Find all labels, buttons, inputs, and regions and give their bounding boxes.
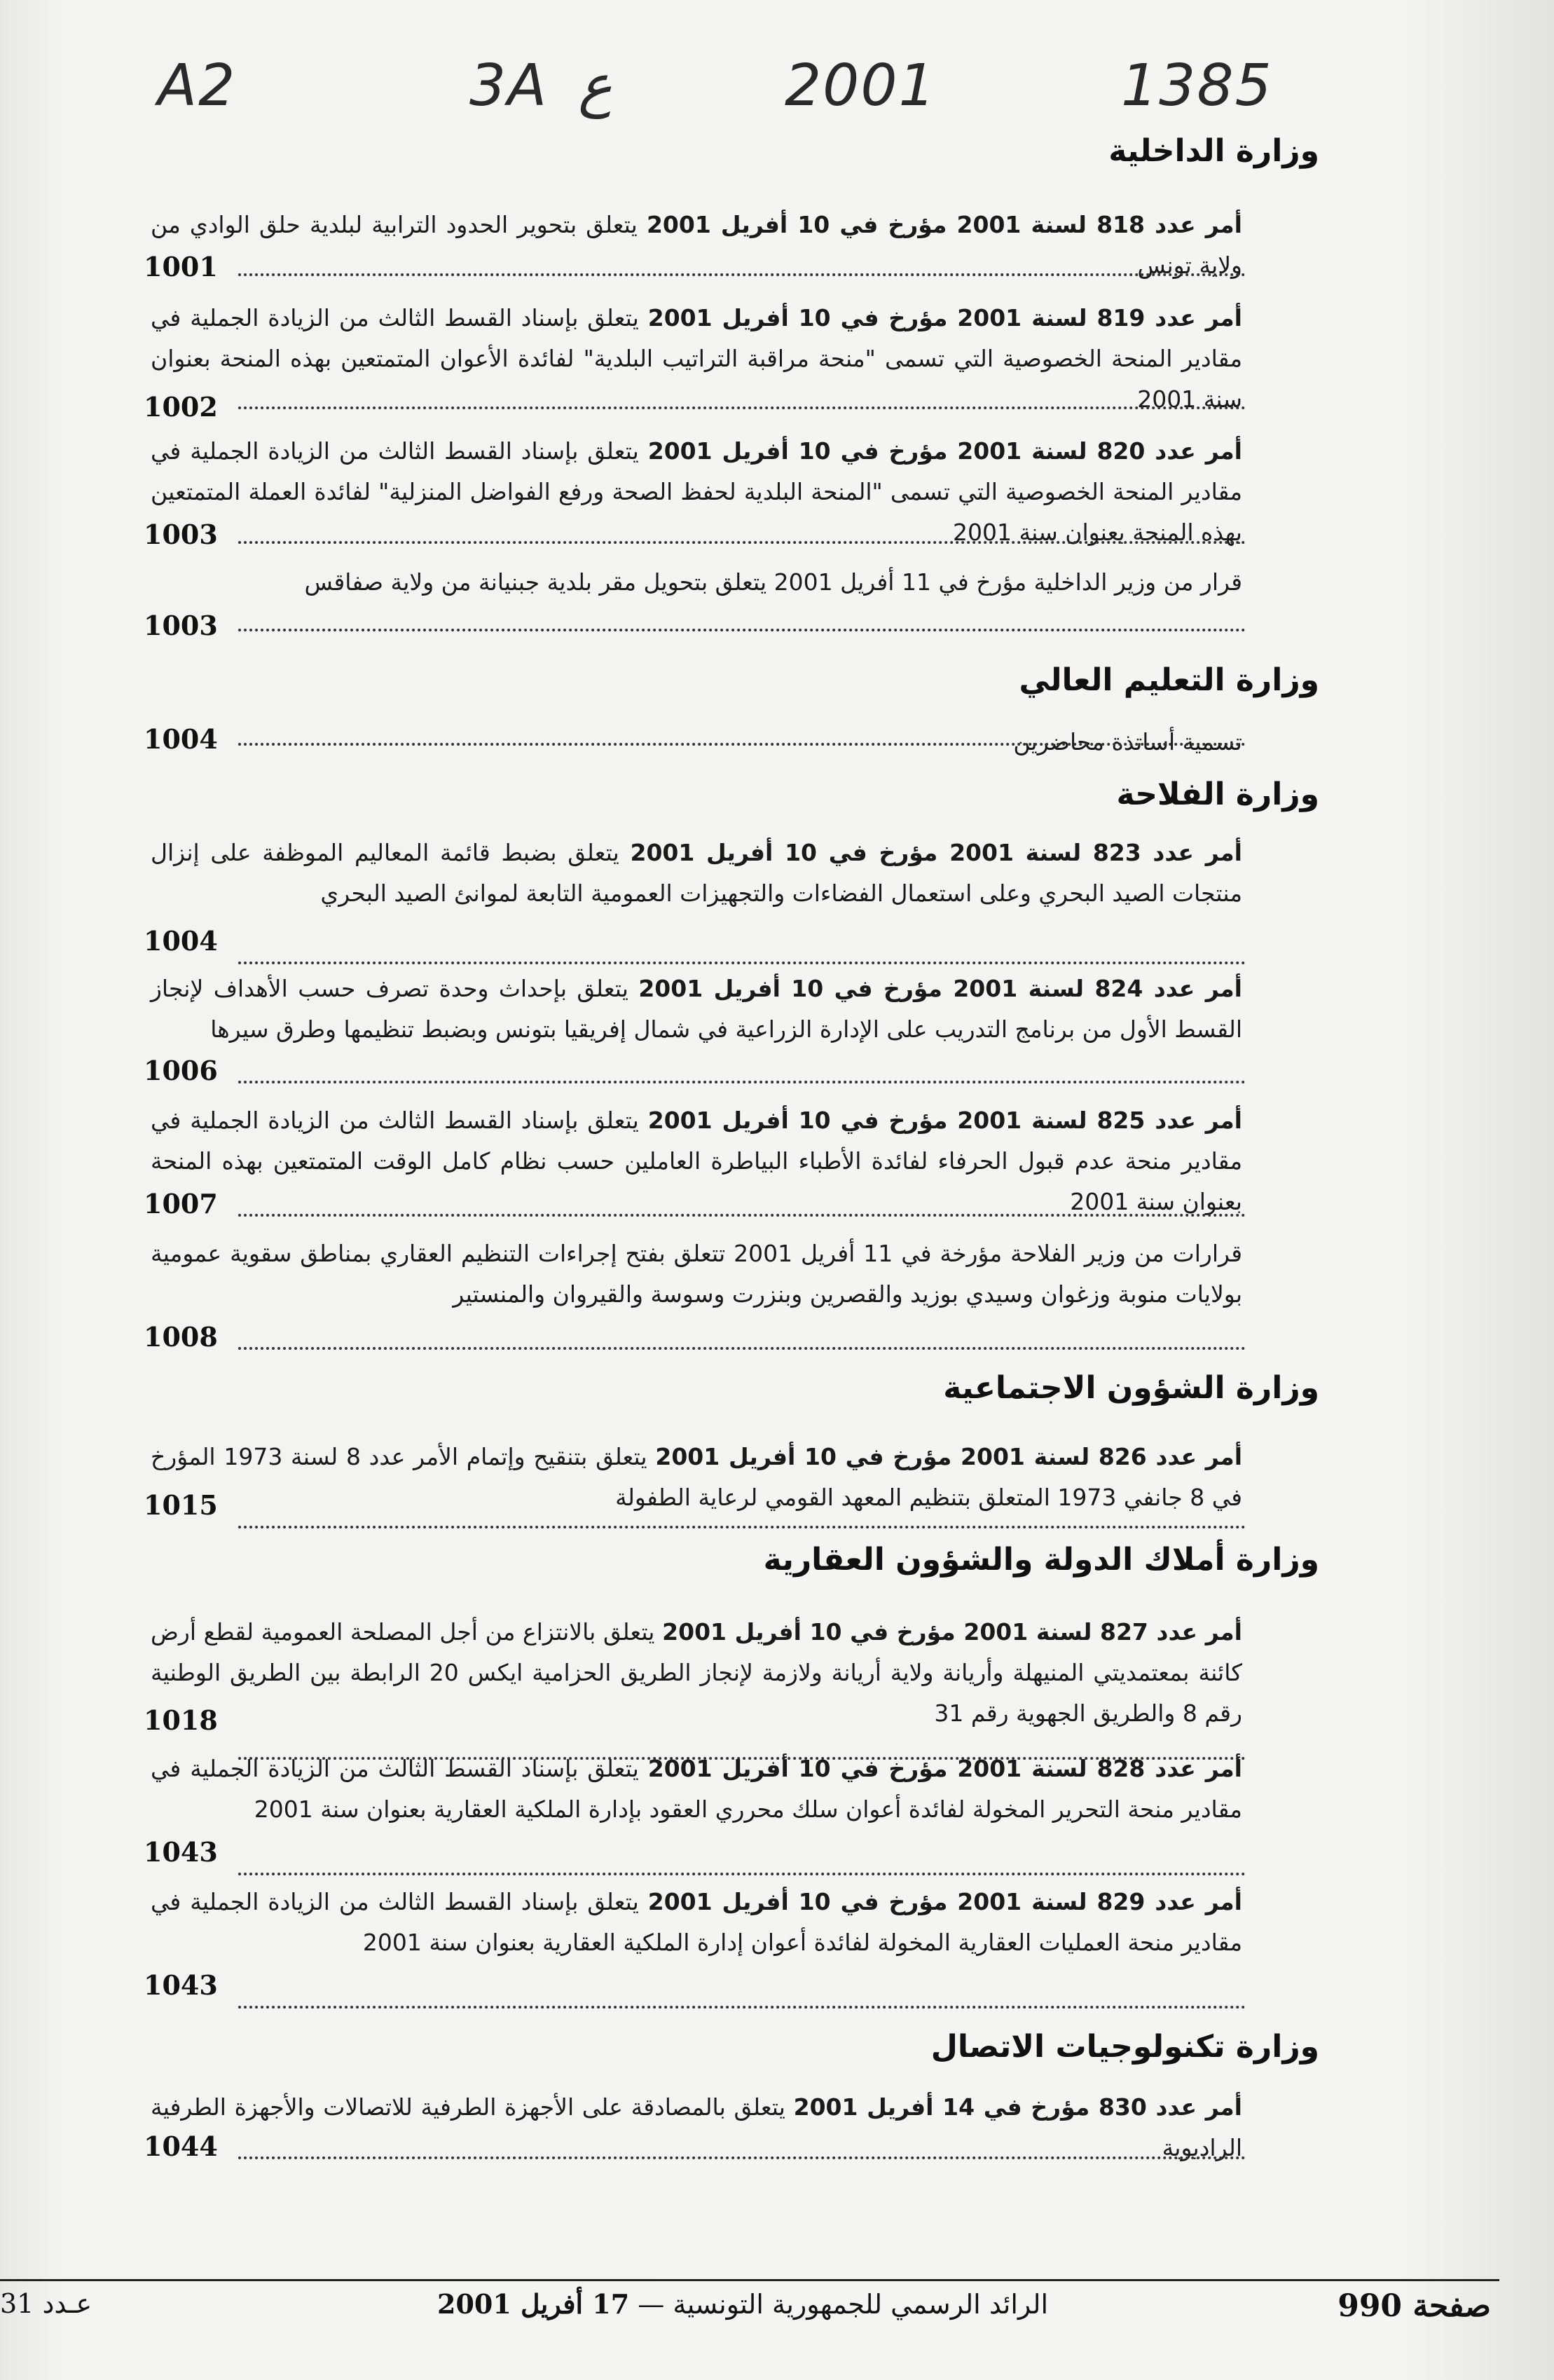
entry-text: قرارات من وزير الفلاحة مؤرخة في 11 أفريل 2001 تتعلق بفتح إجراءات التنظيم العقاري بمناطق سقوية عمومية بولايات منوبة وزغوان وسيدي بوزيد والقصرين وبنزرت وسوسة والقيروان والمنستير — [151, 1240, 1242, 1308]
leader-dots — [238, 540, 1246, 544]
handwritten-note: 1385 — [1121, 53, 1273, 119]
leader-dots — [238, 960, 1246, 964]
toc-entry — [151, 1612, 1242, 1734]
footer-journal-title — [427, 2288, 1058, 2320]
entry-lead: أمر عدد 823 لسنة 2001 مؤرخ في 10 أفريل 2001 — [630, 839, 1242, 866]
entry-lead: أمر عدد 818 لسنة 2001 مؤرخ في 10 أفريل 2001 — [646, 211, 1242, 238]
page-number: 1008 — [144, 1321, 218, 1353]
toc-entry — [151, 833, 1242, 914]
leader-dots — [238, 1871, 1246, 1875]
entry-text: يتعلق بإسناد القسط الثالث من الزيادة الجملية في مقادير منحة العمليات العقارية المخولة لفائدة أعوان إدارة الملكية العقارية بعنوان سنة 2001 — [151, 1888, 1242, 1956]
page-number: 1002 — [144, 391, 218, 423]
footer-issue-label: عـدد 31 — [0, 2288, 92, 2319]
leader-dots — [238, 2155, 1246, 2159]
entry-text: قرار من وزير الداخلية مؤرخ في 11 أفريل 2001 يتعلق بتحويل مقر بلدية جبنيانة من ولاية صفاقس — [304, 568, 1242, 596]
toc-entry — [151, 1100, 1242, 1222]
entry-text: يتعلق بتحوير الحدود الترابية لبلدية حلق الوادي من ولاية تونس — [151, 211, 1242, 279]
page-number: 1004 — [144, 925, 218, 957]
entry-text: تسمية أساتذة محاضرين — [1013, 728, 1242, 755]
toc-entry — [151, 969, 1242, 1050]
page-number: 1001 — [144, 251, 218, 282]
toc-entry — [151, 1437, 1242, 1518]
entry-lead: أمر عدد 827 لسنة 2001 مؤرخ في 10 أفريل 2001 — [662, 1618, 1242, 1646]
page-number: 1043 — [144, 1836, 218, 1868]
page-number: 1018 — [144, 1704, 218, 1736]
leader-dots — [238, 627, 1246, 631]
page-number: 1004 — [144, 723, 218, 755]
toc-entry — [151, 431, 1242, 553]
entry-lead: أمر عدد 826 لسنة 2001 مؤرخ في 10 أفريل 2001 — [655, 1443, 1243, 1470]
toc-entry — [151, 1882, 1242, 1963]
footer-journal: الرائد الرسمي للجمهورية التونسية — — [638, 2289, 1048, 2320]
page-number: 1043 — [144, 1969, 218, 2001]
handwritten-note: ع — [578, 53, 612, 119]
entry-lead: أمر عدد 819 لسنة 2001 مؤرخ في 10 أفريل 2001 — [647, 304, 1242, 331]
section-title-social-affairs: وزارة الشؤون الاجتماعية — [943, 1370, 1319, 1406]
entry-text: يتعلق بتنقيح وإتمام الأمر عدد 8 لسنة 1973 المؤرخ في 8 جانفي 1973 المتعلق بتنظيم المعهد القومي لرعاية الطفولة — [151, 1443, 1242, 1511]
leader-dots — [238, 405, 1246, 409]
entry-text: يتعلق بإسناد القسط الثالث من الزيادة الجملية في مقادير المنحة الخصوصية التي تسمى "المنحة البلدية لحفظ الصحة ورفع الفواضل المنزلية" لفائدة العملة المتمتعين بهذه المنحة بعنوان سنة 2001 — [151, 437, 1242, 546]
section-title-agriculture: وزارة الفلاحة — [1116, 777, 1319, 812]
section-title-interior: وزارة الداخلية — [1108, 133, 1319, 169]
entry-lead: أمر عدد 829 لسنة 2001 مؤرخ في 10 أفريل 2001 — [647, 1888, 1242, 1915]
section-title-communication-technologies: وزارة تكنولوجيات الاتصال — [930, 2029, 1319, 2065]
footer-page-label: صفحة 990 — [1338, 2288, 1491, 2324]
footer-rule — [0, 2279, 1499, 2281]
leader-dots — [238, 2004, 1246, 2009]
page-number: 1007 — [144, 1188, 218, 1219]
toc-entry — [151, 562, 1242, 603]
page-number: 1015 — [144, 1489, 218, 1521]
entry-text: يتعلق بإسناد القسط الثالث من الزيادة الجملية في مقادير منحة التحرير المخولة لفائدة أعوان سلك محرري العقود بإدارة الملكية العقارية بعنوان سنة 2001 — [151, 1755, 1242, 1823]
entry-text: يتعلق بالانتزاع من أجل المصلحة العمومية لقطع أرض كائنة بمعتمديتي المنيهلة وأريانة ولاية أريانة ولازمة لإنجاز الطريق الحزامية ايكس 20 الرابطة بين الطريق الوطنية رقم 8 والطريق الجهوية رقم 31 — [151, 1618, 1242, 1727]
page-number: 1044 — [144, 2131, 218, 2162]
page-number: 1003 — [144, 519, 218, 550]
entry-lead: أمر عدد 828 لسنة 2001 مؤرخ في 10 أفريل 2001 — [647, 1755, 1242, 1782]
leader-dots — [238, 272, 1246, 276]
entry-lead: أمر عدد 830 مؤرخ في 14 أفريل 2001 — [793, 2093, 1242, 2121]
leader-dots — [238, 741, 1246, 746]
entry-text: يتعلق بإحداث وحدة تصرف حسب الأهداف لإنجاز القسط الأول من برنامج التدريب على الإدارة الزراعية في شمال إفريقيا بتونس وبضبط تنظيمها وطرق سيرها — [151, 975, 1242, 1043]
leader-dots — [238, 1079, 1246, 1083]
toc-entry — [151, 1749, 1242, 1830]
entry-text: يتعلق بإسناد القسط الثالث من الزيادة الجملية في مقادير منحة عدم قبول الحرفاء لفائدة الأطباء البياطرة العاملين حسب نظام كامل الوقت المتمتعين بهذه المنحة بعنوان سنة 2001 — [151, 1107, 1242, 1215]
leader-dots — [238, 1524, 1246, 1528]
entry-lead: أمر عدد 824 لسنة 2001 مؤرخ في 10 أفريل 2001 — [638, 975, 1242, 1002]
handwritten-note: 3A — [469, 53, 549, 119]
handwritten-note: 2001 — [785, 53, 937, 119]
toc-entry — [151, 1233, 1242, 1315]
page-number: 1006 — [144, 1055, 218, 1086]
entry-text: يتعلق بالمصادقة على الأجهزة الطرفية للاتصالات والأجهزة الطرفية الراديوية — [151, 2093, 1242, 2161]
entry-lead: أمر عدد 820 لسنة 2001 مؤرخ في 10 أفريل 2001 — [647, 437, 1242, 465]
page-number: 1003 — [144, 610, 218, 641]
entry-text: يتعلق بضبط قائمة المعاليم الموظفة على إنزال منتجات الصيد البحري وعلى استعمال الفضاءات والتجهيزات العمومية التابعة لموانئ الصيد البحري — [151, 839, 1242, 907]
entry-text: يتعلق بإسناد القسط الثالث من الزيادة الجملية في مقادير المنحة الخصوصية التي تسمى "منحة مراقبة التراتيب البلدية" لفائدة الأعوان المتمتعين بهذه المنحة بعنوان سنة 2001 — [151, 304, 1242, 413]
toc-entry — [151, 298, 1242, 420]
footer-date: 17 أفريل 2001 — [437, 2288, 630, 2320]
section-title-higher-education: وزارة التعليم العالي — [1019, 662, 1319, 698]
entry-lead: أمر عدد 825 لسنة 2001 مؤرخ في 10 أفريل 2001 — [647, 1107, 1242, 1134]
leader-dots — [238, 1346, 1246, 1350]
leader-dots — [238, 1212, 1246, 1217]
handwritten-note: A2 — [158, 53, 237, 119]
section-title-state-domains: وزارة أملاك الدولة والشؤون العقارية — [763, 1542, 1319, 1578]
